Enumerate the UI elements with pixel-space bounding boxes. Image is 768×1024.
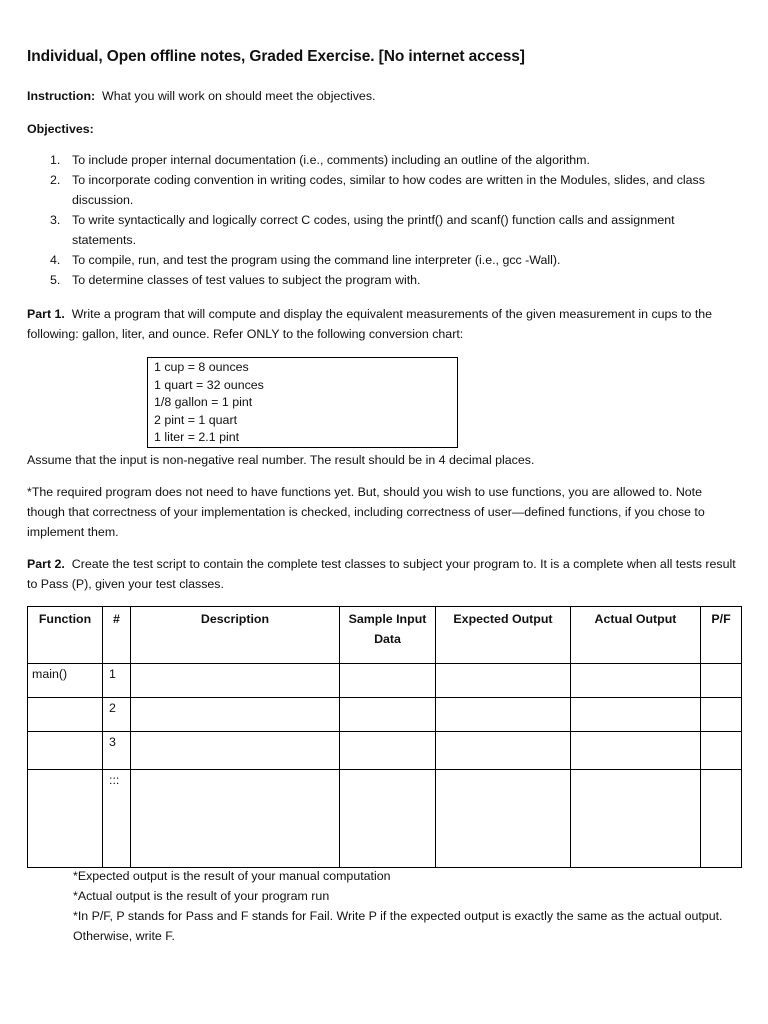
table-row [28, 732, 742, 770]
cell-pass-fail[interactable] [701, 698, 742, 732]
table-notes [73, 866, 743, 946]
objective-item [27, 210, 727, 250]
part2-text: Create the test script to contain the complete test classes to subject your program to. It is a complete when all tests result to Pass (P), given your test classes. [27, 557, 736, 591]
table-row [28, 698, 742, 732]
objective-text: To include proper internal documentation (i.e., comments) including an outline of the algorithm. [72, 153, 590, 167]
cell-sample-input[interactable] [340, 770, 436, 868]
objective-text: To compile, run, and test the program using the command line interpreter (i.e., gcc -Wall). [72, 253, 561, 267]
cell-actual-output[interactable] [571, 664, 701, 698]
cell-expected-output[interactable] [436, 698, 571, 732]
instruction-text: What you will work on should meet the objectives. [102, 89, 376, 103]
cell-sample-input[interactable] [340, 698, 436, 732]
cell-sample-input[interactable] [340, 664, 436, 698]
objective-text: To write syntactically and logically correct C codes, using the printf() and scanf() function calls and assignment statements. [72, 213, 675, 247]
cell-expected-output[interactable] [436, 664, 571, 698]
objective-item [27, 170, 727, 210]
objective-number: 2. [50, 173, 61, 187]
header-description: Description [131, 607, 340, 664]
cell-pass-fail[interactable] [701, 770, 742, 868]
cell-pass-fail[interactable] [701, 664, 742, 698]
cell-number: 1 [103, 664, 131, 698]
objectives-list [27, 150, 727, 290]
objective-number: 5. [50, 273, 61, 287]
header-expected-output: Expected Output [436, 607, 571, 664]
functions-note: *The required program does not need to have functions yet. But, should you wish to use functions, you are allowed to. Note though that correctness of your implementation is checked, including correctness of user—defined functions, if you chose to implement them. [27, 485, 705, 539]
instruction-label: Instruction: [27, 89, 96, 103]
cell-number: ::: [103, 770, 131, 868]
conversion-line: 2 pint = 1 quart [154, 412, 238, 427]
part1-paragraph [27, 304, 743, 344]
cell-pass-fail[interactable] [701, 732, 742, 770]
objective-text: To determine classes of test values to subject the program with. [72, 273, 421, 287]
cell-expected-output[interactable] [436, 770, 571, 868]
instruction-line [27, 86, 375, 106]
cell-function[interactable]: main() [28, 664, 103, 698]
part1-label: Part 1. [27, 307, 65, 321]
table-row [28, 664, 742, 698]
objective-text: To incorporate coding convention in writing codes, similar to how codes are written in the Modules, slides, and class discussion. [72, 173, 705, 207]
cell-actual-output[interactable] [571, 698, 701, 732]
document-title: Individual, Open offline notes, Graded Exercise. [No internet access] [27, 48, 525, 65]
cell-description[interactable] [131, 770, 340, 868]
part1-text: Write a program that will compute and display the equivalent measurements of the given measurement in cups to the following: gallon, liter, and ounce. Refer ONLY to the following conversion chart: [27, 307, 713, 341]
objective-number: 3. [50, 213, 61, 227]
cell-function[interactable] [28, 770, 103, 868]
note-actual: *Actual output is the result of your program run [73, 889, 330, 903]
cell-description[interactable] [131, 732, 340, 770]
conversion-line: 1 quart = 32 ounces [154, 377, 264, 392]
header-number: # [103, 607, 131, 664]
test-table [27, 606, 742, 868]
conversion-chart [147, 357, 458, 448]
part2-label: Part 2. [27, 557, 65, 571]
objective-item [27, 150, 727, 170]
cell-sample-input[interactable] [340, 732, 436, 770]
header-sample-input: Sample Input Data [340, 607, 436, 664]
part2-paragraph [27, 554, 743, 594]
objective-number: 4. [50, 253, 61, 267]
cell-function[interactable] [28, 698, 103, 732]
table-header-row [28, 607, 742, 664]
objective-number: 1. [50, 153, 61, 167]
objective-item [27, 270, 727, 290]
note-pass-fail: *In P/F, P stands for Pass and F stands for Fail. Write P if the expected output is exactly the same as the actual output. Otherwise, write F. [73, 909, 723, 943]
assumption-text: Assume that the input is non-negative real number. The result should be in 4 decimal places. [27, 453, 535, 467]
header-pass-fail: P/F [701, 607, 742, 664]
header-actual-output: Actual Output [571, 607, 701, 664]
objective-item [27, 250, 727, 270]
cell-actual-output[interactable] [571, 732, 701, 770]
cell-number: 3 [103, 732, 131, 770]
cell-description[interactable] [131, 664, 340, 698]
conversion-line: 1 liter = 2.1 pint [154, 430, 240, 445]
table-row [28, 770, 742, 868]
conversion-line: 1 cup = 8 ounces [154, 360, 249, 374]
header-function: Function [28, 607, 103, 664]
cell-description[interactable] [131, 698, 340, 732]
note-expected: *Expected output is the result of your manual computation [73, 869, 391, 883]
cell-expected-output[interactable] [436, 732, 571, 770]
cell-number: 2 [103, 698, 131, 732]
objectives-heading: Objectives: [27, 122, 94, 136]
conversion-line: 1/8 gallon = 1 pint [154, 395, 253, 410]
cell-actual-output[interactable] [571, 770, 701, 868]
cell-function[interactable] [28, 732, 103, 770]
